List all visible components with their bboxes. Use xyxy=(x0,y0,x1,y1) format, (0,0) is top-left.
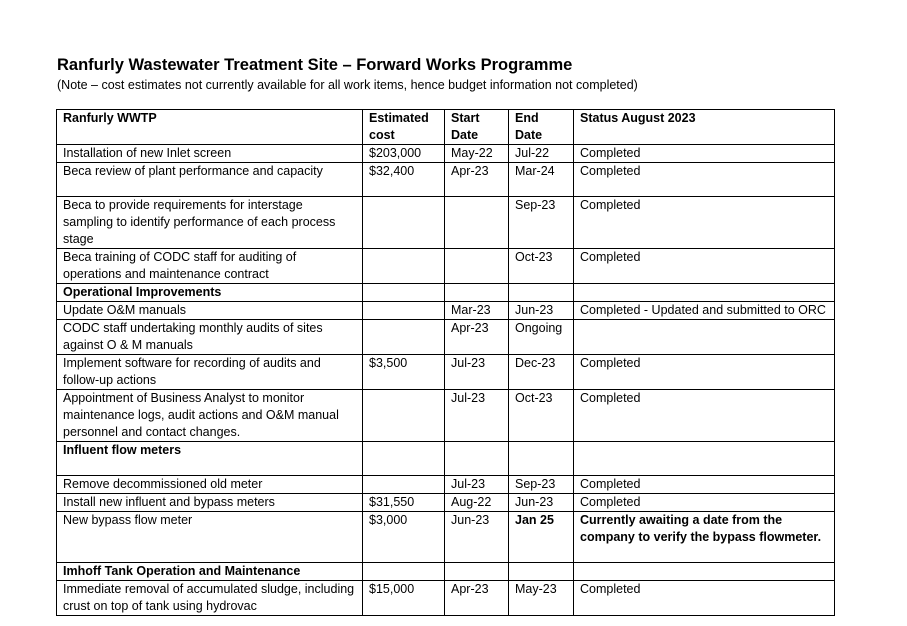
cell-item: Appointment of Business Analyst to monitor maintenance logs, audit actions and O&M manual personnel and contact changes. xyxy=(57,390,363,442)
section-heading: Operational Improvements xyxy=(57,284,363,302)
table-header-row xyxy=(57,110,835,145)
table-row xyxy=(57,494,835,512)
cell-end: Mar-24 xyxy=(509,163,574,197)
cell-end xyxy=(509,442,574,476)
cell-item: Beca to provide requirements for interstage sampling to identify performance of each process stage xyxy=(57,197,363,249)
cell-end: Dec-23 xyxy=(509,355,574,390)
cell-cost xyxy=(363,390,445,442)
cell-status xyxy=(574,563,835,581)
cell-cost: $203,000 xyxy=(363,145,445,163)
cell-status xyxy=(574,284,835,302)
cell-status: Completed - Updated and submitted to ORC xyxy=(574,302,835,320)
cell-item: Beca training of CODC staff for auditing of operations and maintenance contract xyxy=(57,249,363,284)
header-end: End Date xyxy=(509,110,574,145)
cell-start: Apr-23 xyxy=(445,320,509,355)
cell-cost: $32,400 xyxy=(363,163,445,197)
cell-start xyxy=(445,563,509,581)
cell-cost xyxy=(363,302,445,320)
cell-item: Update O&M manuals xyxy=(57,302,363,320)
cell-start: Jul-23 xyxy=(445,355,509,390)
cell-cost: $3,000 xyxy=(363,512,445,563)
cell-cost xyxy=(363,197,445,249)
cell-end: May-23 xyxy=(509,581,574,616)
cell-item: New bypass flow meter xyxy=(57,512,363,563)
cell-start xyxy=(445,197,509,249)
cell-status xyxy=(574,320,835,355)
cell-start: Aug-22 xyxy=(445,494,509,512)
header-cost: Estimated cost xyxy=(363,110,445,145)
cell-end: Jun-23 xyxy=(509,494,574,512)
cell-item: CODC staff undertaking monthly audits of sites against O & M manuals xyxy=(57,320,363,355)
works-programme-table xyxy=(56,109,835,616)
table-row xyxy=(57,320,835,355)
cell-start xyxy=(445,284,509,302)
cell-status: Completed xyxy=(574,494,835,512)
cell-status: Completed xyxy=(574,390,835,442)
section-heading: Influent flow meters xyxy=(57,442,363,476)
table-row xyxy=(57,197,835,249)
cell-end: Jul-22 xyxy=(509,145,574,163)
cell-status-highlight: Currently awaiting a date from the company to verify the bypass flowmeter. xyxy=(574,512,835,563)
cell-start: Apr-23 xyxy=(445,581,509,616)
cell-status: Completed xyxy=(574,581,835,616)
cell-cost xyxy=(363,476,445,494)
cell-start: Jul-23 xyxy=(445,476,509,494)
cell-end: Jun-23 xyxy=(509,302,574,320)
cell-end: Sep-23 xyxy=(509,476,574,494)
cell-status: Completed xyxy=(574,197,835,249)
cell-end xyxy=(509,563,574,581)
header-start: Start Date xyxy=(445,110,509,145)
cell-cost xyxy=(363,563,445,581)
cell-item: Remove decommissioned old meter xyxy=(57,476,363,494)
table-row xyxy=(57,390,835,442)
cell-start: Jul-23 xyxy=(445,390,509,442)
cell-cost xyxy=(363,442,445,476)
cell-cost: $31,550 xyxy=(363,494,445,512)
cell-item: Immediate removal of accumulated sludge, including crust on top of tank using hydrovac xyxy=(57,581,363,616)
cell-start: Jun-23 xyxy=(445,512,509,563)
section-heading: Imhoff Tank Operation and Maintenance xyxy=(57,563,363,581)
table-row xyxy=(57,355,835,390)
table-row xyxy=(57,581,835,616)
header-status: Status August 2023 xyxy=(574,110,835,145)
cell-cost xyxy=(363,249,445,284)
cell-cost xyxy=(363,320,445,355)
cell-start: Apr-23 xyxy=(445,163,509,197)
header-item: Ranfurly WWTP xyxy=(57,110,363,145)
cell-status: Completed xyxy=(574,145,835,163)
cell-status xyxy=(574,442,835,476)
table-row xyxy=(57,512,835,563)
table-row xyxy=(57,302,835,320)
cell-status: Completed xyxy=(574,163,835,197)
section-row xyxy=(57,563,835,581)
cell-status: Completed xyxy=(574,476,835,494)
table-row xyxy=(57,145,835,163)
cell-cost: $3,500 xyxy=(363,355,445,390)
cell-start xyxy=(445,442,509,476)
cell-end: Oct-23 xyxy=(509,249,574,284)
cell-status: Completed xyxy=(574,249,835,284)
page-note: (Note – cost estimates not currently available for all work items, hence budget information not completed) xyxy=(57,78,638,92)
section-row xyxy=(57,284,835,302)
cell-end: Sep-23 xyxy=(509,197,574,249)
cell-end: Ongoing xyxy=(509,320,574,355)
cell-start: Mar-23 xyxy=(445,302,509,320)
cell-cost: $15,000 xyxy=(363,581,445,616)
cell-end: Oct-23 xyxy=(509,390,574,442)
cell-end-highlight: Jan 25 xyxy=(509,512,574,563)
cell-start xyxy=(445,249,509,284)
cell-item: Install new influent and bypass meters xyxy=(57,494,363,512)
section-row xyxy=(57,442,835,476)
cell-item: Beca review of plant performance and capacity xyxy=(57,163,363,197)
cell-item: Implement software for recording of audits and follow-up actions xyxy=(57,355,363,390)
cell-start: May-22 xyxy=(445,145,509,163)
table-row xyxy=(57,249,835,284)
cell-end xyxy=(509,284,574,302)
table-row xyxy=(57,163,835,197)
page-title: Ranfurly Wastewater Treatment Site – Forward Works Programme xyxy=(57,56,573,74)
cell-cost xyxy=(363,284,445,302)
table-row xyxy=(57,476,835,494)
cell-item: Installation of new Inlet screen xyxy=(57,145,363,163)
cell-status: Completed xyxy=(574,355,835,390)
